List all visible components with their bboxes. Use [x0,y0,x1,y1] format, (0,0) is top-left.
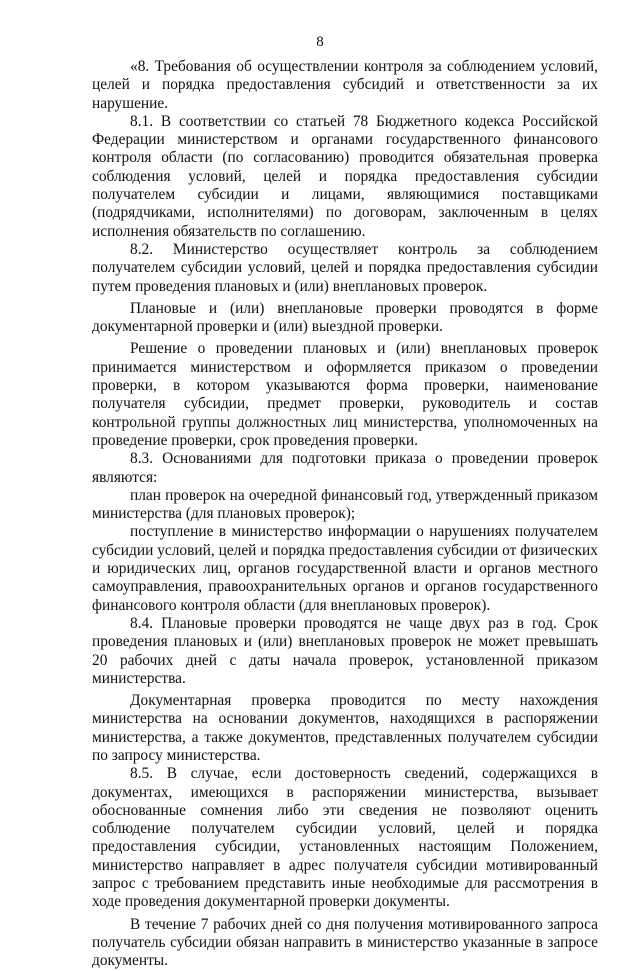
section-heading-8: «8. Требования об осуществлении контроля за соблюдением условий, целей и порядка предоставления субсидий и ответственности за их нарушение. [92,58,598,112]
paragraph-8-5: 8.5. В случае, если достоверность сведений, содержащихся в документах, имеющихся в распоряжении министерства, вызывает обоснованные сомнения либо эти сведения не позволяют оценить соблюдение получателем субсидии условий, целей и порядка предоставления субсидии, установленных настоящим Положением, министерство направляет в адрес получателя субсидии мотивированный запрос с требованием представить иные необходимые для рассмотрения в ходе проведения документарной проверки документы. [92,765,598,911]
paragraph-8-3: 8.3. Основаниями для подготовки приказа о проведении проверок являются: [92,450,598,486]
paragraph-inspection-decision: Решение о проведении плановых и (или) внеплановых проверок принимается министерством и оформляется приказом о проведении проверки, в котором указываются форма проверки, наименование получателя субсидии, предмет проверки, руководитель и состав контрольной группы должностных лиц министерства, уполномоченных на проведение проверки, срок проведения проверки. [92,340,598,449]
list-item-violation-info: поступление в министерство информации о нарушениях получателем субсидии условий, целей и порядка предоставления субсидии от физических и юридических лиц, органов государственной власти и органов местного самоуправления, правоохранительных органов и органов государственного финансового контроля области (для внеплановых проверок). [92,523,598,614]
paragraph-8-2: 8.2. Министерство осуществляет контроль за соблюдением получателем субсидии условий, целей и порядка предоставления субсидии путем проведения плановых и (или) внеплановых проверок. [92,240,598,295]
paragraph-8-1: 8.1. В соответствии со статьей 78 Бюджетного кодекса Российской Федерации министерством и органами государственного финансового контроля области (по согласованию) проводится обязательная проверка соблюдения условий, целей и порядка предоставления субсидии получателем субсидии и лицами, являющимися поставщиками (подрядчиками, исполнителями) по договорам, заключенным в целях исполнения обязательств по соглашению. [92,112,598,240]
page-number: 8 [316,34,324,50]
paragraph-8-4: 8.4. Плановые проверки проводятся не чаще двух раз в год. Срок проведения плановых и (или) внеплановых проверок не может превышать 20 рабочих дней с даты начала проверок, установленной приказом министерства. [92,614,598,687]
paragraph-documentary-inspection: Документарная проверка проводится по месту нахождения министерства на основании документов, находящихся в распоряжении министерства, а также документов, представленных получателем субсидии по запросу министерства. [92,692,598,764]
document-body [92,58,598,971]
paragraph-response-deadline: В течение 7 рабочих дней со дня получения мотивированного запроса получатель субсидии обязан направить в министерство указанные в запросе документы. [92,915,598,970]
paragraph-inspection-forms: Плановые и (или) внеплановые проверки проводятся в форме документарной проверки и (или) выездной проверки. [92,299,598,336]
list-item-annual-plan: план проверок на очередной финансовый год, утвержденный приказом министерства (для плановых проверок); [92,486,598,523]
